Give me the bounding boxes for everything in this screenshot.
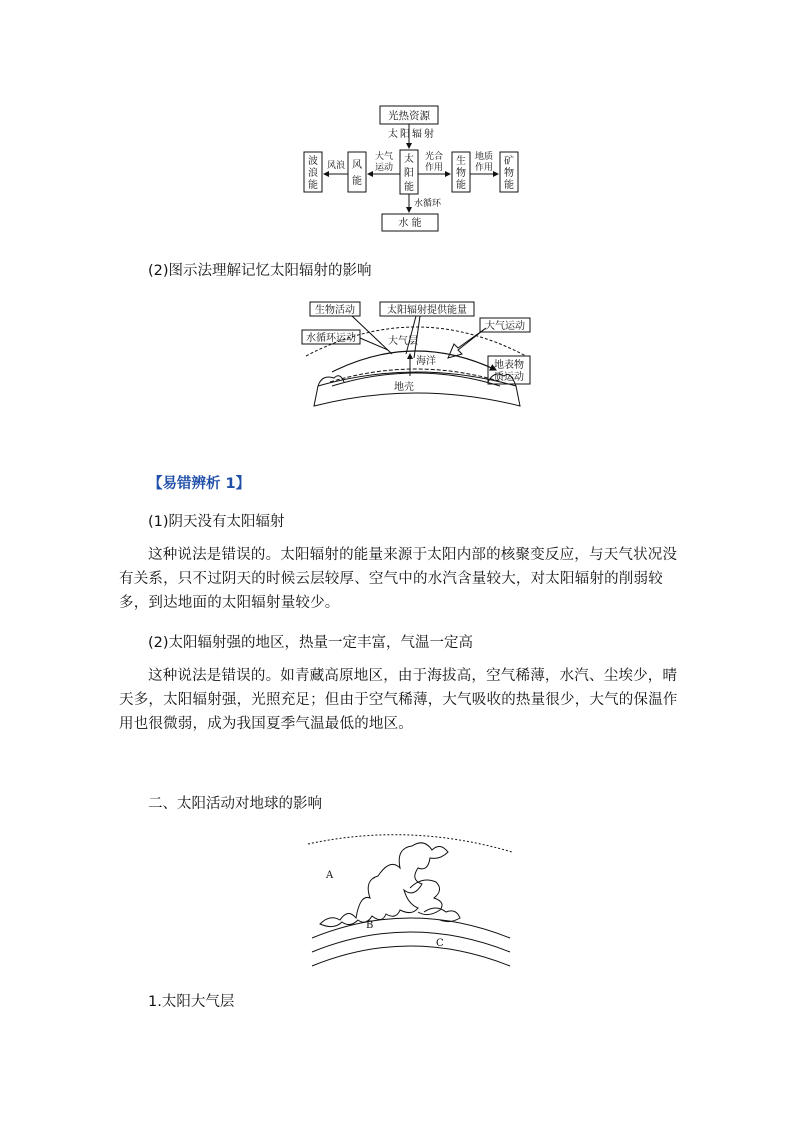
svg-text:质运动: 质运动 [494, 372, 524, 383]
geologic-label: 地质 [474, 152, 494, 162]
caption-2: (2)图示法理解记忆太阳辐射的影响 [148, 263, 372, 279]
svg-text:能: 能 [504, 180, 514, 191]
atmos-motion-label-2: 大气运动 [485, 321, 525, 332]
svg-text:能: 能 [456, 180, 466, 191]
svg-text:能: 能 [352, 176, 362, 187]
svg-text:物: 物 [456, 168, 466, 179]
item2-title: (2)太阳辐射强的地区，热量一定丰富，气温一定高 [148, 635, 474, 651]
bio-energy-box: 生 [456, 156, 466, 167]
label-a: A [326, 870, 334, 881]
svg-text:能: 能 [308, 180, 318, 191]
sub1-title: 1.太阳大气层 [148, 994, 235, 1010]
solar-energy-box: 太 [404, 154, 414, 165]
water-cycle-label: 水循环 [414, 199, 442, 209]
item1-title: (1)阴天没有太阳辐射 [148, 514, 285, 530]
item2-body: 这种说法是错误的。如青藏高原地区，由于海拔高，空气稀薄，水汽、尘埃少，晴天多，太阳辐射强，光照充足；但由于空气稀薄，大气吸收的热量很少，大气的保温作用也很微弱，成为我国夏季气温最低的地区。 [119, 668, 678, 732]
item1-body: 这种说法是错误的。太阳辐射的能量来源于太阳内部的核聚变反应，与天气状况没有关系，只不过阴天的时候云层较厚、空气中的水汽含量较大，对太阳辐射的削弱较多，到达地面的太阳辐射量较少。 [119, 547, 678, 611]
section2-title: 二、太阳活动对地球的影响 [148, 796, 322, 812]
mineral-energy-box: 矿 [504, 156, 514, 167]
atmosphere-label: 大气层 [388, 336, 418, 347]
photosynthesis-label: 光合 [424, 152, 444, 162]
wave-energy-box: 波 [308, 156, 318, 167]
solar-energy-supply-label: 太阳辐射提供能量 [387, 305, 467, 316]
solar-radiation-influence-diagram [296, 298, 536, 414]
svg-text:作用: 作用 [474, 163, 494, 173]
wind-energy-box: 风 [352, 160, 362, 171]
solar-energy-flow-diagram [300, 104, 530, 232]
solar-atmosphere-diagram [300, 828, 520, 968]
svg-text:物: 物 [504, 168, 514, 179]
error-analysis-title: 【易错辨析 1】 [148, 476, 251, 492]
svg-text:能: 能 [404, 182, 414, 193]
ocean-label: 海洋 [416, 356, 436, 367]
svg-text:阳: 阳 [404, 168, 414, 179]
surface-motion-label: 地表物 [494, 360, 524, 371]
svg-text:浪: 浪 [308, 168, 318, 179]
bio-activity-label: 生物活动 [315, 305, 355, 316]
water-energy-box: 水 能 [398, 218, 422, 229]
solar-radiation-label: 太阳辐射 [388, 129, 436, 140]
label-c: C [436, 938, 444, 949]
wind-wave-label: 风浪 [326, 161, 346, 171]
svg-text:运动: 运动 [374, 163, 394, 173]
svg-text:作用: 作用 [424, 163, 444, 173]
water-cycle-label-2: 水循环运动 [306, 333, 356, 344]
top-box-label: 光热资源 [388, 110, 430, 122]
label-b: B [366, 920, 374, 931]
crust-label: 地壳 [394, 382, 414, 393]
atmos-motion-label: 大气 [374, 152, 394, 162]
